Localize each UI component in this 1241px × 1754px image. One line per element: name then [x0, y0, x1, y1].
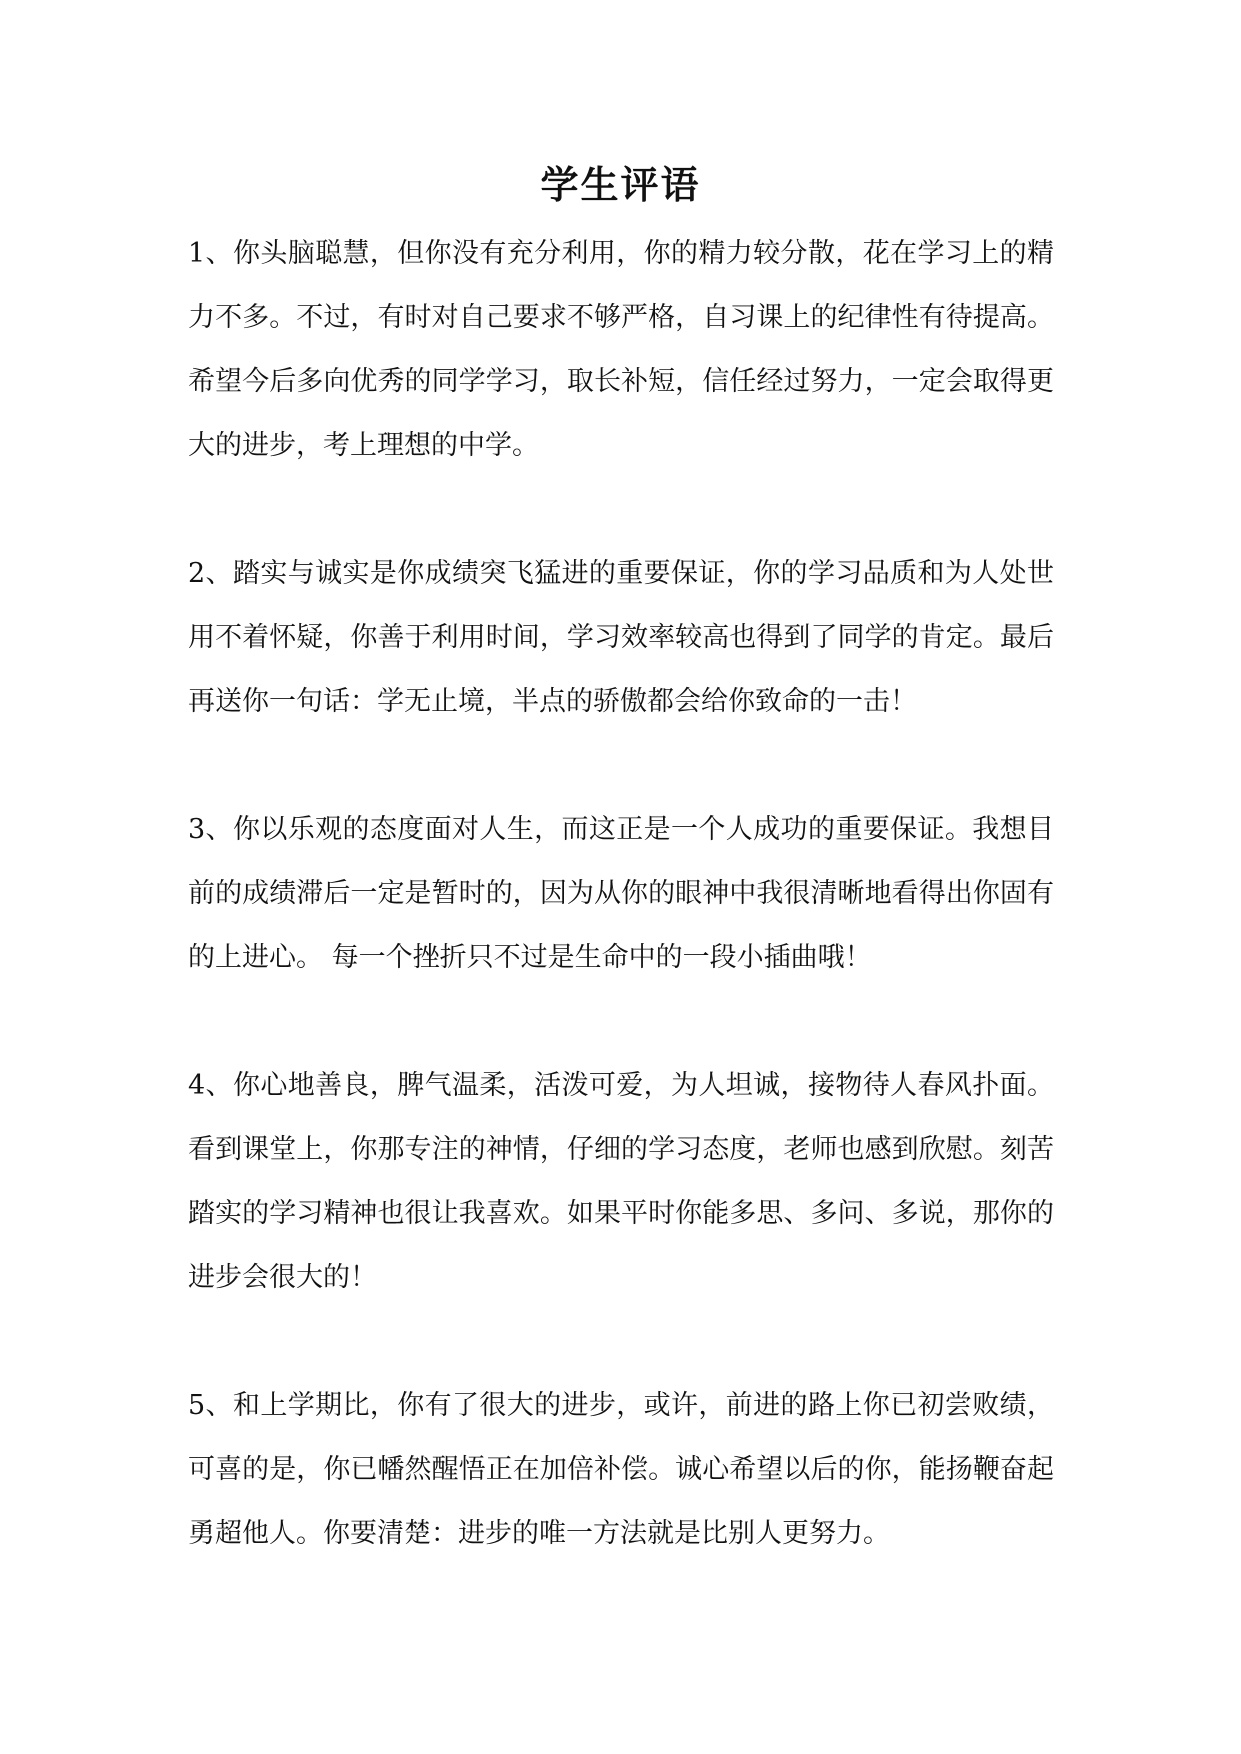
document-title: 学生评语 [540, 162, 701, 207]
comment-paragraph-1: 1、你头脑聪慧，但你没有充分利用，你的精力较分散，花在学习上的精力不多。不过，有时对自己要求不够严格，自习课上的纪律性有待提高。希望今后多向优秀的同学学习，取长补短，信任经过努力，一定会取得更大的进步，考上理想的中学。 [188, 238, 1054, 461]
comment-paragraph-5: 5、和上学期比，你有了很大的进步，或许，前进的路上你已初尝败绩，可喜的是，你已幡然醒悟正在加倍补偿。诚心希望以后的你，能扬鞭奋起勇超他人。你要清楚：进步的唯一方法就是比别人更努力。 [188, 1390, 1054, 1549]
comment-paragraph-4: 4、你心地善良，脾气温柔，活泼可爱，为人坦诚，接物待人春风扑面。看到课堂上，你那专注的神情，仔细的学习态度，老师也感到欣慰。刻苦踏实的学习精神也很让我喜欢。如果平时你能多思、多问、多说，那你的进步会很大的！ [188, 1070, 1054, 1293]
comments-list [188, 222, 1054, 1566]
comment-paragraph-2: 2、踏实与诚实是你成绩突飞猛进的重要保证，你的学习品质和为人处世用不着怀疑，你善于利用时间，学习效率较高也得到了同学的肯定。最后再送你一句话：学无止境，半点的骄傲都会给你致命的一击！ [188, 558, 1054, 717]
comment-paragraph-3: 3、你以乐观的态度面对人生，而这正是一个人成功的重要保证。我想目前的成绩滞后一定是暂时的，因为从你的眼神中我很清晰地看得出你固有的上进心。 每一个挫折只不过是生命中的一段小插曲哦！ [188, 814, 1054, 973]
